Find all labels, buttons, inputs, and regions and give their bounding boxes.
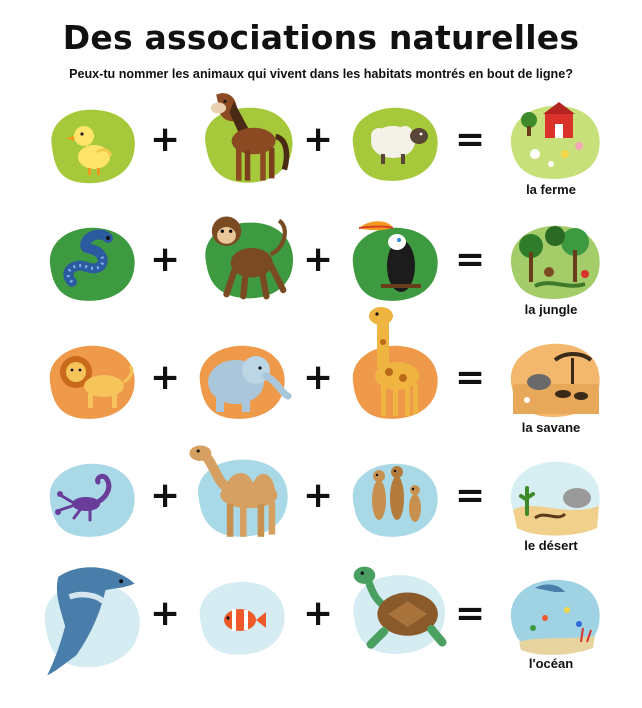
page-subtitle: Peux-tu nommer les animaux qui vivent dans les habitats montrés en bout de ligne?	[69, 67, 573, 81]
plus-sign: +	[150, 593, 181, 634]
plus-sign: +	[303, 239, 334, 280]
elephant-cell[interactable]	[192, 330, 292, 430]
habitat-label: la ferme	[526, 182, 576, 197]
plus-sign: +	[303, 593, 334, 634]
jungle-scene-icon	[500, 212, 610, 312]
equals-sign: =	[455, 593, 486, 634]
plus-sign: +	[150, 357, 181, 398]
equals-sign: =	[455, 357, 486, 398]
association-row-savanna	[0, 330, 642, 448]
ocean-scene-icon	[500, 566, 610, 666]
association-row-desert	[0, 448, 642, 566]
desert-habitat-cell[interactable]	[500, 448, 610, 548]
duck-icon	[42, 92, 142, 192]
dolphin-cell[interactable]	[36, 554, 148, 678]
savanna-habitat-cell[interactable]	[500, 330, 610, 430]
scorpion-cell[interactable]	[42, 448, 142, 548]
farm-scene-icon	[500, 92, 610, 192]
clownfish-icon	[192, 566, 292, 666]
plus-sign: +	[303, 357, 334, 398]
association-row-jungle	[0, 212, 642, 330]
plus-sign: +	[150, 119, 181, 160]
meerkats-icon	[345, 448, 445, 548]
equals-sign: =	[455, 475, 486, 516]
sheep-cell[interactable]	[345, 92, 445, 192]
camel-cell[interactable]	[185, 440, 295, 550]
horse-icon	[192, 86, 302, 196]
equals-sign: =	[455, 239, 486, 280]
association-row-ocean	[0, 566, 642, 684]
sheep-icon	[345, 92, 445, 192]
desert-scene-icon	[500, 448, 610, 548]
plus-sign: +	[303, 475, 334, 516]
lion-cell[interactable]	[42, 330, 142, 430]
page-title: Des associations naturelles	[62, 18, 580, 57]
giraffe-cell[interactable]	[345, 302, 445, 430]
turtle-icon	[345, 558, 453, 666]
meerkats-cell[interactable]	[345, 448, 445, 548]
monkey-cell[interactable]	[195, 206, 300, 311]
plus-sign: +	[150, 475, 181, 516]
horse-cell[interactable]	[192, 86, 302, 196]
toucan-icon	[345, 212, 445, 312]
jungle-habitat-cell[interactable]	[500, 212, 610, 312]
dolphin-icon	[36, 554, 148, 678]
association-row-farm	[0, 92, 642, 210]
equals-sign: =	[455, 119, 486, 160]
plus-sign: +	[150, 239, 181, 280]
turtle-cell[interactable]	[345, 558, 453, 666]
savanna-scene-icon	[500, 330, 610, 430]
camel-icon	[185, 440, 295, 550]
ocean-habitat-cell[interactable]	[500, 566, 610, 666]
clownfish-cell[interactable]	[192, 566, 292, 666]
snake-cell[interactable]	[42, 212, 142, 312]
snake-icon	[42, 212, 142, 312]
toucan-cell[interactable]	[345, 212, 445, 312]
scorpion-icon	[42, 448, 142, 548]
farm-habitat-cell[interactable]	[500, 92, 610, 192]
monkey-icon	[195, 206, 300, 311]
habitat-label: l'océan	[528, 656, 574, 671]
giraffe-icon	[345, 302, 445, 430]
plus-sign: +	[303, 119, 334, 160]
habitat-label: la savane	[521, 420, 581, 435]
habitat-label: la jungle	[524, 302, 578, 317]
duck-cell[interactable]	[42, 92, 142, 192]
elephant-icon	[192, 330, 292, 430]
habitat-label: le désert	[524, 538, 578, 553]
lion-icon	[42, 330, 142, 430]
